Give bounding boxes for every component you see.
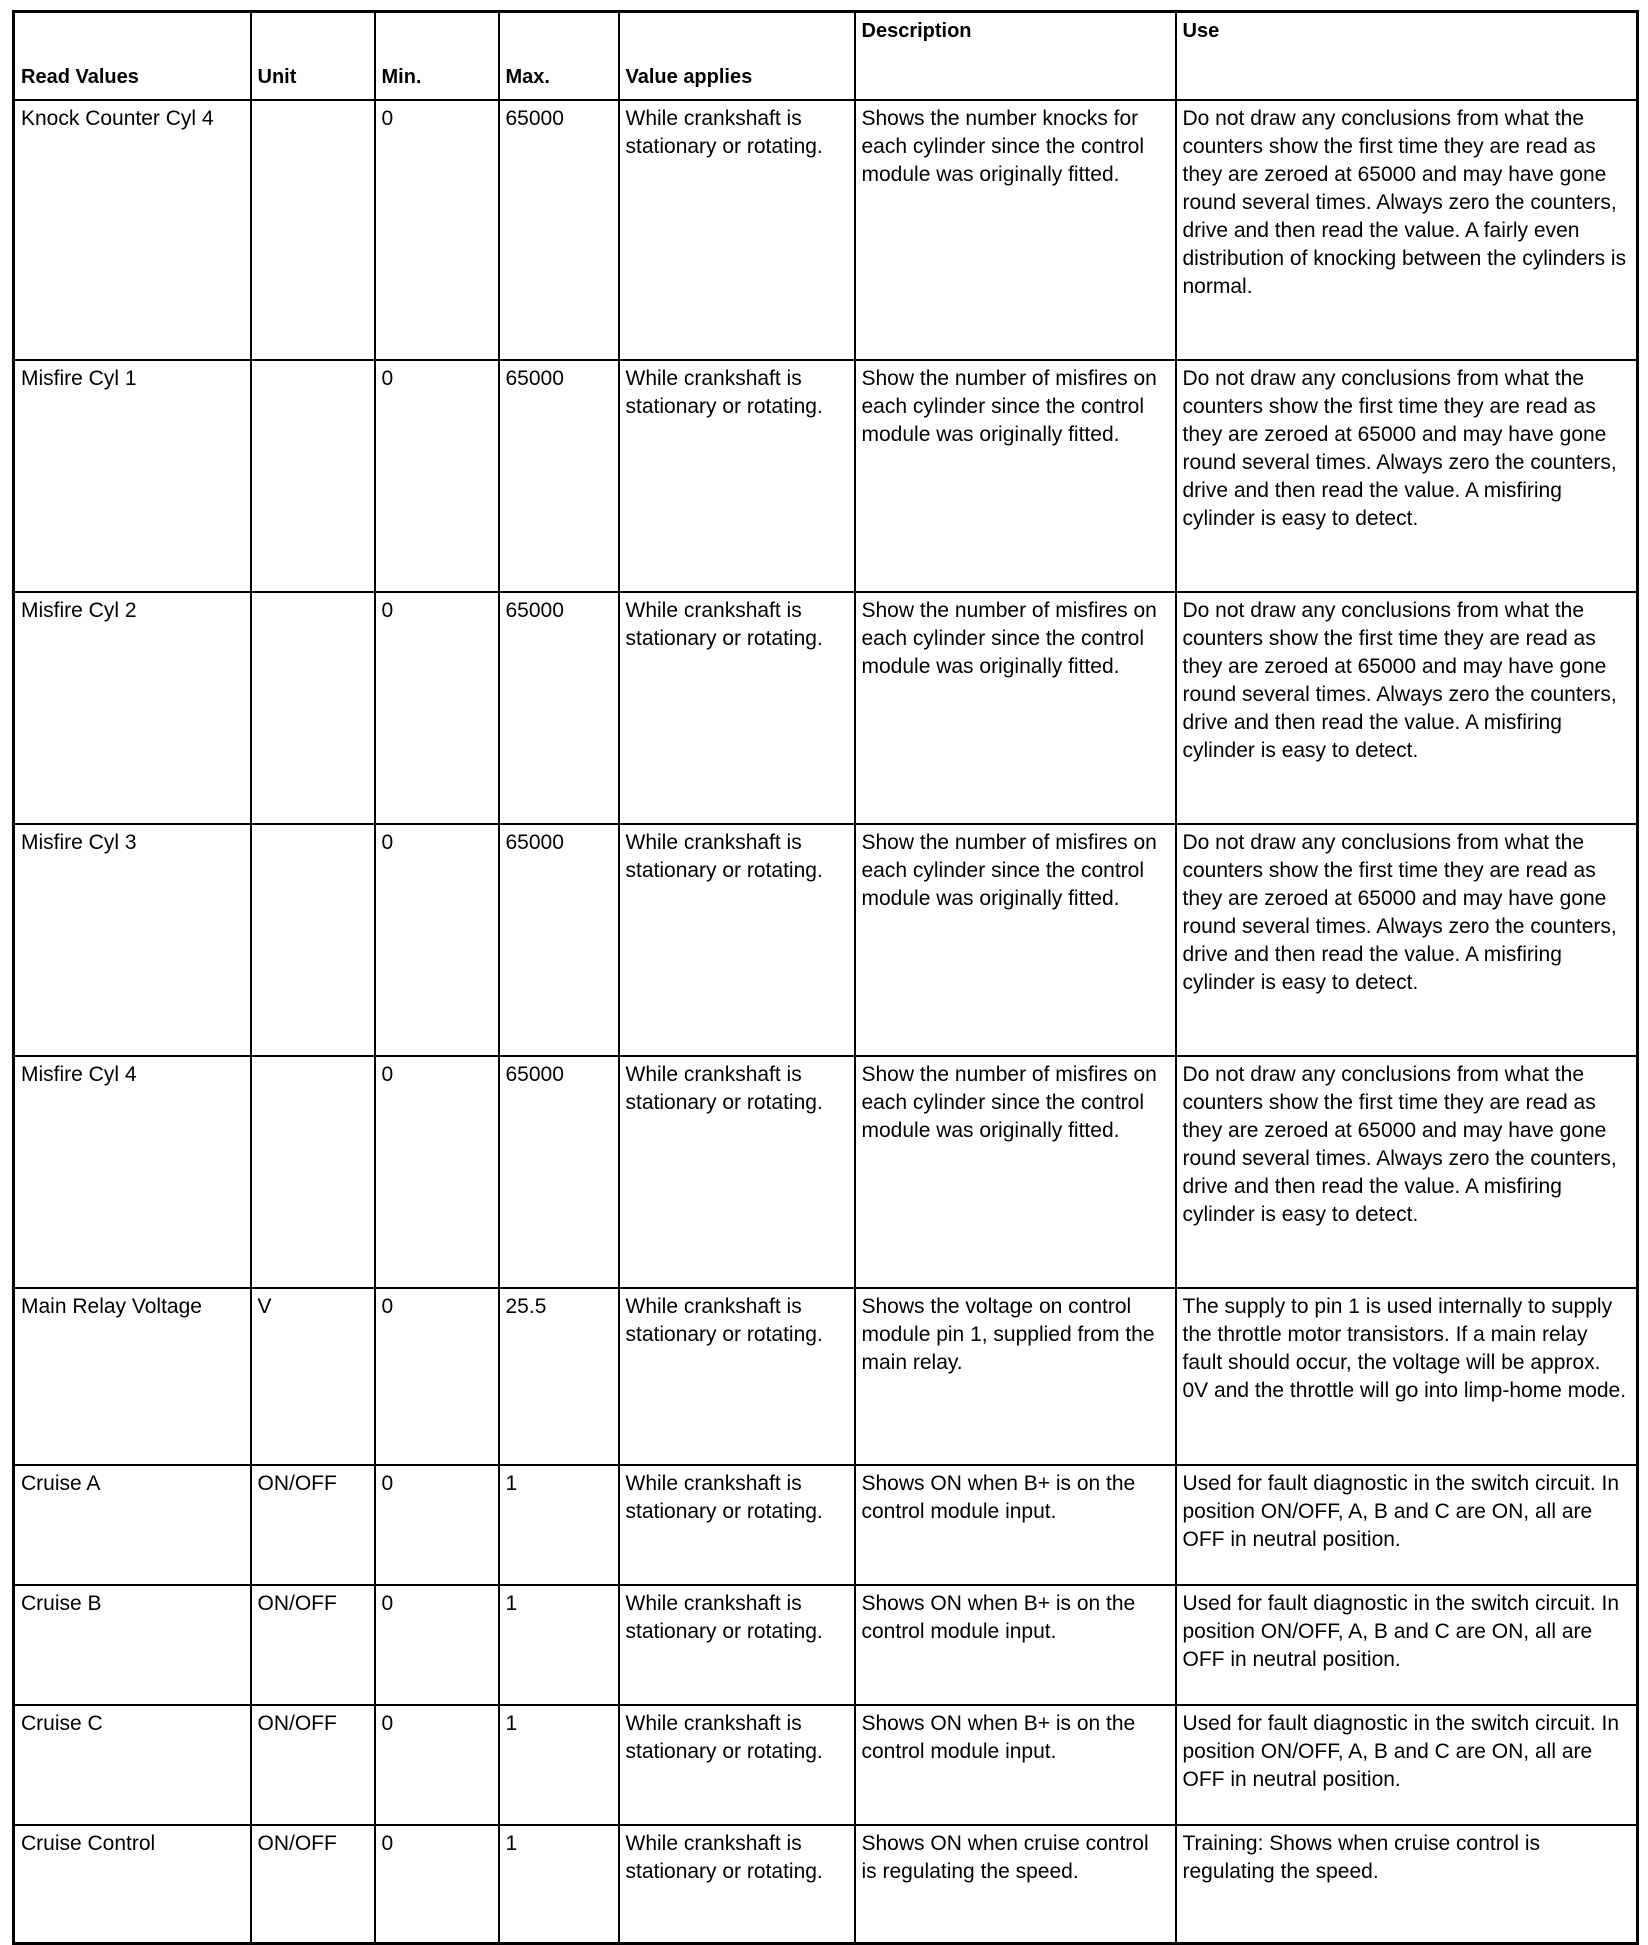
cell-unit: ON/OFF	[251, 1585, 375, 1705]
cell-value-applies: While crankshaft is stationary or rotating.	[619, 592, 855, 824]
cell-max: 1	[499, 1825, 619, 1943]
cell-value-applies: While crankshaft is stationary or rotating.	[619, 1288, 855, 1465]
cell-value-applies: While crankshaft is stationary or rotating.	[619, 1465, 855, 1585]
cell-description: Shows the number knocks for each cylinder since the control module was originally fitted.	[855, 100, 1176, 360]
cell-use: Do not draw any conclusions from what the counters show the first time they are read as they are zeroed at 65000 and may have gone round several times. Always zero the counters, drive and then read the value. A misfiring cylinder is easy to detect.	[1176, 592, 1638, 824]
cell-unit	[251, 824, 375, 1056]
table-row	[14, 100, 1638, 360]
read-values-table	[12, 10, 1639, 1945]
header-value-applies: Value applies	[619, 12, 855, 101]
cell-use: Do not draw any conclusions from what the counters show the first time they are read as they are zeroed at 65000 and may have gone round several times. Always zero the counters, drive and then read the value. A misfiring cylinder is easy to detect.	[1176, 360, 1638, 592]
cell-max: 25.5	[499, 1288, 619, 1465]
cell-unit	[251, 592, 375, 824]
cell-value-applies: While crankshaft is stationary or rotating.	[619, 100, 855, 360]
cell-use: Used for fault diagnostic in the switch circuit. In position ON/OFF, A, B and C are ON, all are OFF in neutral position.	[1176, 1705, 1638, 1825]
header-use: Use	[1176, 12, 1638, 101]
cell-max: 1	[499, 1585, 619, 1705]
cell-description: Shows ON when cruise control is regulating the speed.	[855, 1825, 1176, 1943]
cell-unit: ON/OFF	[251, 1825, 375, 1943]
cell-max: 65000	[499, 824, 619, 1056]
cell-value-applies: While crankshaft is stationary or rotating.	[619, 1585, 855, 1705]
cell-max: 65000	[499, 100, 619, 360]
cell-min: 0	[375, 1705, 499, 1825]
table-row	[14, 1585, 1638, 1705]
header-row	[14, 12, 1638, 101]
cell-read-value: Main Relay Voltage	[14, 1288, 251, 1465]
cell-description: Show the number of misfires on each cylinder since the control module was originally fitted.	[855, 592, 1176, 824]
cell-read-value: Cruise B	[14, 1585, 251, 1705]
table-row	[14, 360, 1638, 592]
table-body	[14, 100, 1638, 1943]
cell-read-value: Misfire Cyl 3	[14, 824, 251, 1056]
table-row	[14, 592, 1638, 824]
cell-description: Shows ON when B+ is on the control module input.	[855, 1585, 1176, 1705]
cell-value-applies: While crankshaft is stationary or rotating.	[619, 824, 855, 1056]
cell-min: 0	[375, 360, 499, 592]
header-max: Max.	[499, 12, 619, 101]
cell-min: 0	[375, 1465, 499, 1585]
cell-value-applies: While crankshaft is stationary or rotating.	[619, 360, 855, 592]
cell-use: Do not draw any conclusions from what the counters show the first time they are read as they are zeroed at 65000 and may have gone round several times. Always zero the counters, drive and then read the value. A misfiring cylinder is easy to detect.	[1176, 1056, 1638, 1288]
cell-description: Shows ON when B+ is on the control module input.	[855, 1465, 1176, 1585]
cell-read-value: Misfire Cyl 2	[14, 592, 251, 824]
cell-max: 65000	[499, 360, 619, 592]
table-row	[14, 1465, 1638, 1585]
cell-unit	[251, 1056, 375, 1288]
cell-value-applies: While crankshaft is stationary or rotating.	[619, 1056, 855, 1288]
cell-use: Do not draw any conclusions from what the counters show the first time they are read as they are zeroed at 65000 and may have gone round several times. Always zero the counters, drive and then read the value. A fairly even distribution of knocking between the cylinders is normal.	[1176, 100, 1638, 360]
cell-read-value: Cruise A	[14, 1465, 251, 1585]
cell-max: 1	[499, 1465, 619, 1585]
table-row	[14, 1705, 1638, 1825]
table-header	[14, 12, 1638, 101]
cell-unit	[251, 360, 375, 592]
cell-unit: V	[251, 1288, 375, 1465]
cell-use: The supply to pin 1 is used internally to supply the throttle motor transistors. If a main relay fault should occur, the voltage will be approx. 0V and the throttle will go into limp-home mode.	[1176, 1288, 1638, 1465]
cell-description: Shows ON when B+ is on the control module input.	[855, 1705, 1176, 1825]
cell-min: 0	[375, 100, 499, 360]
cell-description: Show the number of misfires on each cylinder since the control module was originally fitted.	[855, 1056, 1176, 1288]
table-row	[14, 1825, 1638, 1943]
cell-unit: ON/OFF	[251, 1465, 375, 1585]
cell-use: Training: Shows when cruise control is regulating the speed.	[1176, 1825, 1638, 1943]
cell-value-applies: While crankshaft is stationary or rotating.	[619, 1825, 855, 1943]
cell-max: 65000	[499, 592, 619, 824]
cell-min: 0	[375, 1585, 499, 1705]
cell-read-value: Cruise Control	[14, 1825, 251, 1943]
cell-unit: ON/OFF	[251, 1705, 375, 1825]
table-row	[14, 1288, 1638, 1465]
header-description: Description	[855, 12, 1176, 101]
cell-value-applies: While crankshaft is stationary or rotating.	[619, 1705, 855, 1825]
table-row	[14, 824, 1638, 1056]
cell-description: Shows the voltage on control module pin 1, supplied from the main relay.	[855, 1288, 1176, 1465]
cell-min: 0	[375, 824, 499, 1056]
cell-description: Show the number of misfires on each cylinder since the control module was originally fitted.	[855, 360, 1176, 592]
table-row	[14, 1056, 1638, 1288]
cell-read-value: Misfire Cyl 4	[14, 1056, 251, 1288]
header-min: Min.	[375, 12, 499, 101]
cell-min: 0	[375, 1288, 499, 1465]
cell-min: 0	[375, 1825, 499, 1943]
cell-read-value: Cruise C	[14, 1705, 251, 1825]
cell-use: Used for fault diagnostic in the switch circuit. In position ON/OFF, A, B and C are ON, all are OFF in neutral position.	[1176, 1585, 1638, 1705]
cell-read-value: Misfire Cyl 1	[14, 360, 251, 592]
cell-use: Do not draw any conclusions from what the counters show the first time they are read as they are zeroed at 65000 and may have gone round several times. Always zero the counters, drive and then read the value. A misfiring cylinder is easy to detect.	[1176, 824, 1638, 1056]
cell-min: 0	[375, 592, 499, 824]
cell-min: 0	[375, 1056, 499, 1288]
cell-read-value: Knock Counter Cyl 4	[14, 100, 251, 360]
cell-max: 65000	[499, 1056, 619, 1288]
header-read-values: Read Values	[14, 12, 251, 101]
cell-unit	[251, 100, 375, 360]
cell-description: Show the number of misfires on each cylinder since the control module was originally fitted.	[855, 824, 1176, 1056]
header-unit: Unit	[251, 12, 375, 101]
cell-use: Used for fault diagnostic in the switch circuit. In position ON/OFF, A, B and C are ON, all are OFF in neutral position.	[1176, 1465, 1638, 1585]
cell-max: 1	[499, 1705, 619, 1825]
